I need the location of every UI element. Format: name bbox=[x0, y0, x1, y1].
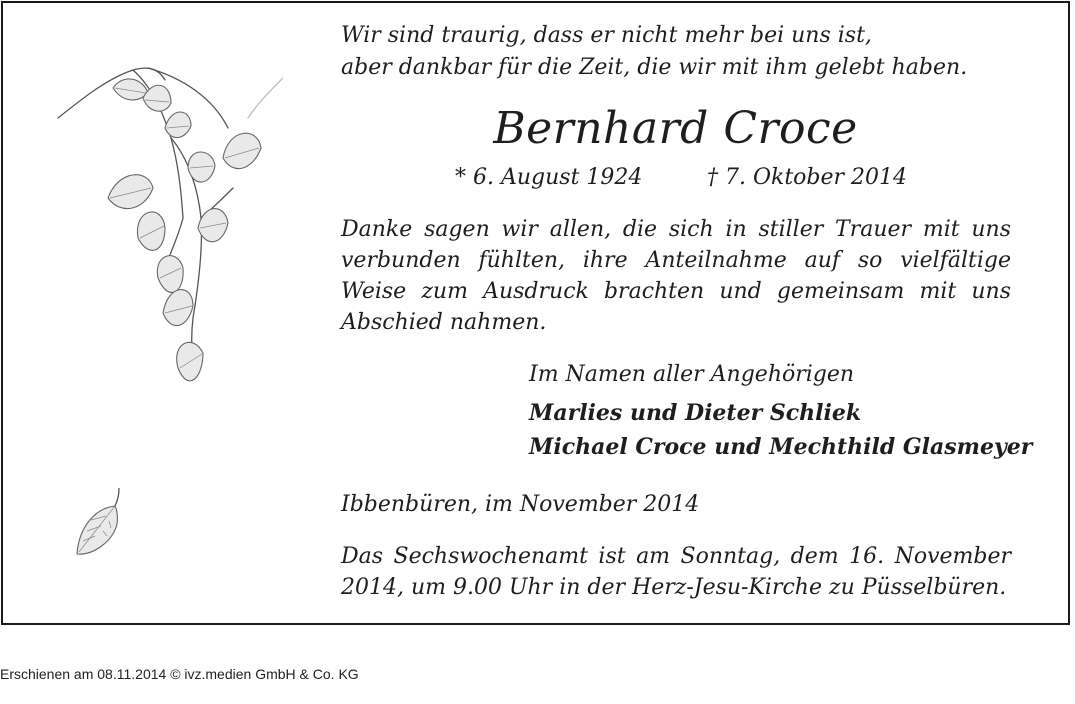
family-name-2: Michael Croce und Mechthild Glasmeyer bbox=[529, 434, 1033, 460]
quote-line-1: Wir sind traurig, dass er nicht mehr bei uns ist, bbox=[341, 23, 872, 48]
thanks-line-4: Abschied nahmen. bbox=[341, 310, 547, 335]
service-line-1: Das Sechswochenamt ist am Sonntag, dem 16. November bbox=[341, 544, 1011, 569]
falling-leaf-icon bbox=[71, 486, 126, 566]
birth-date: * 6. August 1924 bbox=[455, 165, 643, 190]
death-date: † 7. Oktober 2014 bbox=[707, 165, 908, 190]
thanks-line-1: Danke sagen wir allen, die sich in stiller Trauer mit uns bbox=[341, 217, 1011, 242]
deceased-name: Bernhard Croce bbox=[493, 103, 858, 154]
thanks-line-3: Weise zum Ausdruck brachten und gemeinsam mit uns bbox=[341, 279, 1011, 304]
place-date: Ibbenbüren, im November 2014 bbox=[341, 492, 700, 517]
obituary-notice bbox=[1, 1, 1070, 625]
publication-footer: Erschienen am 08.11.2014 © ivz.medien GmbH & Co. KG bbox=[0, 666, 359, 682]
signature-intro: Im Namen aller Angehörigen bbox=[529, 362, 855, 387]
family-name-1: Marlies und Dieter Schliek bbox=[529, 400, 862, 426]
quote-line-2: aber dankbar für die Zeit, die wir mit ihm gelebt haben. bbox=[341, 55, 968, 80]
thanks-line-2: verbunden fühlten, ihre Anteilnahme auf so vielfältige bbox=[341, 248, 1011, 273]
service-line-2: 2014, um 9.00 Uhr in der Herz-Jesu-Kirche zu Püsselbüren. bbox=[341, 575, 1007, 600]
